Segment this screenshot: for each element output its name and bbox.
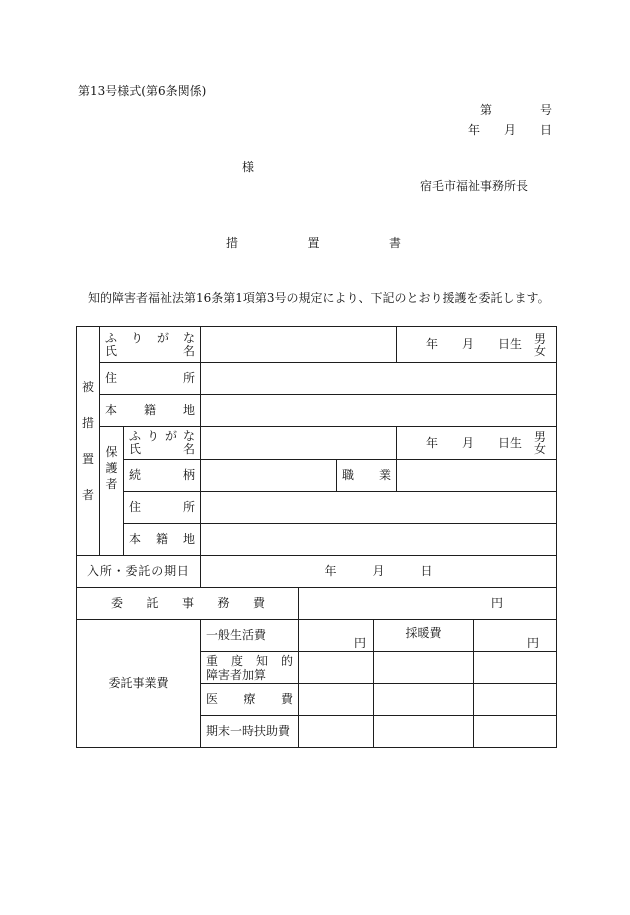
subject-name-label xyxy=(105,345,195,358)
label-char: 療 xyxy=(243,692,256,706)
subject-name-row xyxy=(77,327,557,363)
subject-gender-male: 男 xyxy=(533,331,546,346)
issuer: 宿毛市福祉事務所長 xyxy=(420,179,529,193)
medical-extra-field xyxy=(374,684,474,716)
guardian-gender-female: 女 xyxy=(533,442,546,456)
subject-heading-cell xyxy=(77,327,100,556)
label-char: 籍 xyxy=(155,532,168,546)
severe-addition-extra-amount xyxy=(474,652,557,684)
subject-birthdate-cell xyxy=(397,327,557,363)
subject-furigana-label xyxy=(105,332,195,345)
label-char: 所 xyxy=(182,371,195,385)
occupation-field xyxy=(397,460,557,492)
guardian-domicile-label-cell xyxy=(124,524,201,556)
admin-fee-row xyxy=(77,588,557,620)
severe-addition-field xyxy=(299,652,374,684)
year-end-label: 期末一時扶助費 xyxy=(201,716,299,748)
general-living-yen: 円 xyxy=(299,620,374,652)
subject-gender xyxy=(534,333,546,357)
label-char: 重 xyxy=(206,653,219,668)
label-char: 住 xyxy=(129,500,142,514)
guardian-birthdate-cell xyxy=(397,427,557,460)
label-char: 措 xyxy=(81,416,94,430)
label-char: 期 xyxy=(164,564,177,578)
label-char: 本 xyxy=(105,403,118,417)
label-char: 氏 xyxy=(129,442,142,456)
year-end-extra-amount xyxy=(474,716,557,748)
label-char: 保 xyxy=(105,445,118,459)
guardian-name-label xyxy=(129,443,195,456)
subject-address-row xyxy=(77,363,557,395)
guardian-name-label-cell xyxy=(124,427,201,460)
label-char: 費 xyxy=(280,692,293,706)
year-end-field xyxy=(299,716,374,748)
subject-address-field xyxy=(201,363,557,395)
severe-addition-label-line2: 障害者加算 xyxy=(206,667,267,682)
label-char: 名 xyxy=(182,343,195,358)
label-char: 委 xyxy=(111,596,124,610)
document-number: 第 号 xyxy=(480,103,553,117)
label-char: 置 xyxy=(307,236,320,250)
issue-date: 年 月 日 xyxy=(468,123,553,137)
guardian-address-row xyxy=(77,492,557,524)
label-char: 地 xyxy=(182,532,195,546)
relationship-label xyxy=(129,469,195,482)
heating-label: 採暖費 xyxy=(374,620,474,652)
admin-fee-yen: 円 xyxy=(299,588,557,620)
heating-yen: 円 xyxy=(474,620,557,652)
label-char: 本 xyxy=(129,532,142,546)
label-char: 置 xyxy=(81,452,94,466)
intro-sentence: 知的障害者福祉法第16条第1項第3号の規定により、下記のとおり援護を委託します。 xyxy=(88,291,550,305)
guardian-relationship-row xyxy=(77,460,557,492)
guardian-domicile-row xyxy=(77,524,557,556)
label-char: ふ xyxy=(105,330,118,345)
label-char: 委 xyxy=(125,564,138,578)
label-char: 措 xyxy=(226,236,239,250)
label-char: 入 xyxy=(87,564,100,578)
subject-gender-female: 女 xyxy=(533,343,546,358)
label-char: 者 xyxy=(105,477,118,491)
label-char: ふ xyxy=(129,429,142,443)
label-char: 続 xyxy=(129,468,142,482)
label-char: 柄 xyxy=(182,468,195,482)
label-char: 事 xyxy=(181,596,194,610)
label-char: 者 xyxy=(81,488,94,502)
addressee-suffix: 様 xyxy=(242,160,255,174)
subject-domicile-label xyxy=(105,404,195,417)
subject-heading xyxy=(77,381,99,501)
label-char: 被 xyxy=(81,380,94,394)
label-char: 務 xyxy=(217,596,230,610)
severe-addition-label-line1 xyxy=(206,654,293,668)
subject-domicile-field xyxy=(201,395,557,427)
label-char: 医 xyxy=(206,692,219,706)
occupation-label-cell xyxy=(337,460,397,492)
relationship-field xyxy=(201,460,337,492)
label-char: 職 xyxy=(342,468,355,482)
occupation-label xyxy=(342,469,391,482)
label-char: 知 xyxy=(255,653,268,668)
admin-fee-label xyxy=(111,597,265,610)
guardian-domicile-field xyxy=(201,524,557,556)
subject-name-field xyxy=(201,327,397,363)
label-char: 託 xyxy=(138,564,151,578)
label-char: 所 xyxy=(99,564,112,578)
admission-date: 年 月 日 xyxy=(201,556,557,588)
subject-birthdate: 年 月 日生 xyxy=(426,337,523,351)
guardian-address-label xyxy=(129,501,195,514)
guardian-birthdate: 年 月 日生 xyxy=(426,435,523,450)
year-end-extra-field xyxy=(374,716,474,748)
medical-label xyxy=(206,693,293,706)
guardian-gender xyxy=(534,431,546,455)
medical-field xyxy=(299,684,374,716)
label-char: 氏 xyxy=(105,343,118,358)
general-living-label: 一般生活費 xyxy=(201,620,299,652)
guardian-heading xyxy=(100,446,123,490)
form-number: 第13号様式(第6条関係) xyxy=(78,84,207,98)
label-char: 籍 xyxy=(143,403,156,417)
admin-fee-label-cell xyxy=(77,588,299,620)
general-living-row xyxy=(77,620,557,652)
label-char: 名 xyxy=(182,442,195,456)
document-title xyxy=(226,236,401,250)
label-char: 護 xyxy=(105,461,118,475)
label-char: り xyxy=(130,330,143,345)
subject-birthdate-group xyxy=(397,333,556,357)
label-char: 書 xyxy=(388,236,401,250)
subject-address-label-cell xyxy=(100,363,201,395)
label-char: 日 xyxy=(176,564,189,578)
severe-addition-label-cell xyxy=(201,652,299,684)
subject-address-label xyxy=(105,372,195,385)
label-char: 的 xyxy=(280,653,293,668)
guardian-gender-male: 男 xyxy=(533,430,546,444)
admission-row xyxy=(77,556,557,588)
subject-domicile-row xyxy=(77,395,557,427)
guardian-birthdate-group xyxy=(397,431,556,455)
guardian-heading-cell xyxy=(100,427,124,556)
medical-extra-amount xyxy=(474,684,557,716)
placement-details-table xyxy=(76,326,557,748)
severe-addition-extra-field xyxy=(374,652,474,684)
project-fee-label: 委託事業費 xyxy=(77,620,201,748)
label-char: ・ xyxy=(112,564,125,578)
label-char: 地 xyxy=(182,403,195,417)
guardian-address-field xyxy=(201,492,557,524)
relationship-label-cell xyxy=(124,460,201,492)
label-char: り xyxy=(146,429,159,443)
guardian-address-label-cell xyxy=(124,492,201,524)
label-char: 住 xyxy=(105,371,118,385)
subject-domicile-label-cell xyxy=(100,395,201,427)
guardian-name-row xyxy=(77,427,557,460)
guardian-domicile-label xyxy=(129,533,195,546)
label-char: 費 xyxy=(252,596,265,610)
label-char: 業 xyxy=(378,468,391,482)
label-char: 所 xyxy=(182,500,195,514)
label-char: 度 xyxy=(230,653,243,668)
label-char: の xyxy=(151,564,164,578)
label-char: が xyxy=(156,330,169,345)
label-char: 託 xyxy=(146,596,159,610)
subject-name-label-cell xyxy=(100,327,201,363)
guardian-name-field xyxy=(201,427,397,460)
label-char: が xyxy=(164,429,177,443)
label-char: な xyxy=(182,429,195,443)
label-char: な xyxy=(182,330,195,345)
admission-label-cell xyxy=(77,556,201,588)
medical-label-cell xyxy=(201,684,299,716)
admission-label xyxy=(87,565,189,578)
